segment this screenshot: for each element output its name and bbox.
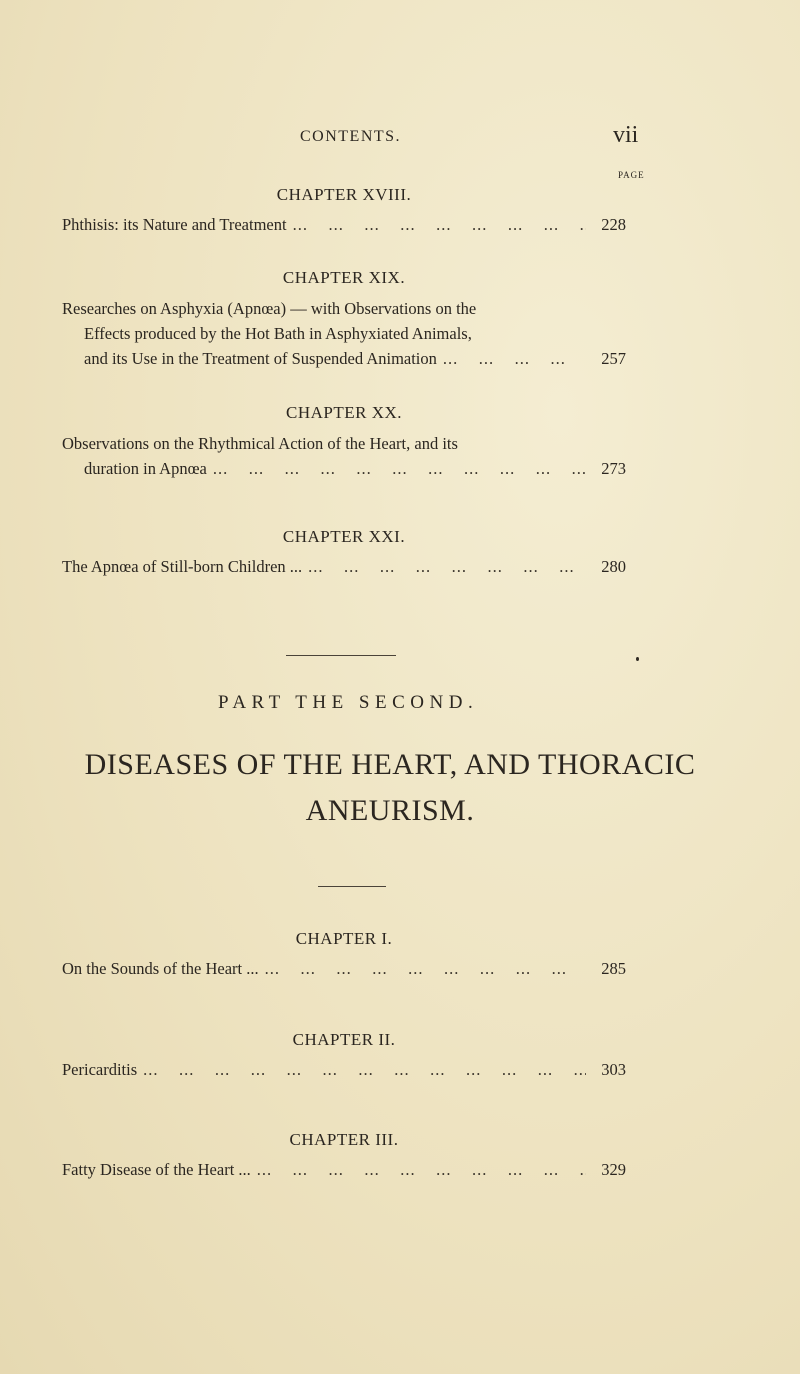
dot-leader (251, 1157, 586, 1182)
entry-page-number: 228 (601, 215, 626, 234)
toc-entry-chapter-19 (62, 265, 626, 371)
entry-title-continued: duration in Apnœa (84, 459, 207, 478)
chapter-heading: CHAPTER I. (295, 929, 393, 948)
entry-title: The Apnœa of Still-born Children ... (62, 557, 303, 576)
dot-leader (287, 212, 586, 237)
toc-line (62, 554, 626, 579)
entry-title: Observations on the Rhythmical Action of the Heart, and its (62, 434, 458, 453)
entry-page-number: 285 (601, 959, 626, 978)
toc-line (62, 1157, 626, 1182)
toc-line (62, 212, 626, 237)
part-title-text: PART THE SECOND. (218, 692, 479, 713)
toc-line (62, 1057, 626, 1082)
entry-page-number: 303 (601, 1060, 626, 1079)
chapter-heading: CHAPTER III. (289, 1130, 399, 1149)
entry-title: On the Sounds of the Heart ... (62, 959, 259, 978)
toc-line (62, 456, 626, 481)
dot-leader (207, 456, 586, 481)
section-title-line-1: DISEASES OF THE HEART, AND THORACIC (84, 748, 696, 781)
toc-entry-chapter-3 (62, 1127, 626, 1182)
chapter-heading: CHAPTER XXI. (282, 527, 406, 546)
toc-entry-chapter-2 (62, 1027, 626, 1082)
dot-leader (259, 956, 586, 981)
entry-title: Pericarditis (62, 1060, 138, 1079)
entry-title-continued: and its Use in the Treatment of Suspended Animation (84, 349, 437, 368)
dot-leader (137, 1057, 586, 1082)
toc-line (62, 296, 626, 321)
entry-title: Phthisis: its Nature and Treatment (62, 215, 287, 234)
entry-title: Researches on Asphyxia (Apnœa) — with Observations on the (62, 299, 477, 318)
toc-entry-chapter-1 (62, 926, 626, 981)
chapter-heading: CHAPTER II. (292, 1030, 396, 1049)
section-divider-rule (318, 886, 386, 887)
chapter-heading: CHAPTER XVIII. (276, 185, 412, 204)
ink-spot (636, 657, 639, 661)
entry-page-number: 257 (601, 349, 626, 368)
toc-line (62, 431, 626, 456)
page-folio: vii (613, 122, 639, 148)
toc-line (62, 321, 626, 346)
section-title-line-2: ANEURISM. (305, 794, 475, 827)
entry-title-continued: Effects produced by the Hot Bath in Asphyxiated Animals, (84, 324, 472, 343)
dot-leader (302, 554, 586, 579)
toc-line (62, 346, 626, 371)
running-head (0, 122, 800, 152)
entry-title: Fatty Disease of the Heart ... (62, 1160, 251, 1179)
toc-entry-chapter-18 (62, 182, 626, 237)
chapter-heading: CHAPTER XX. (285, 403, 402, 422)
dot-leader (437, 346, 586, 371)
toc-line (62, 956, 626, 981)
toc-entry-chapter-21 (62, 524, 626, 579)
chapter-heading: CHAPTER XIX. (282, 268, 406, 287)
section-divider-rule (286, 655, 396, 656)
page-column-label: PAGE (618, 170, 645, 180)
entry-page-number: 329 (601, 1160, 626, 1179)
entry-page-number: 273 (601, 459, 626, 478)
entry-page-number: 280 (601, 557, 626, 576)
toc-entry-chapter-20 (62, 400, 626, 481)
running-title: CONTENTS. (300, 128, 402, 145)
